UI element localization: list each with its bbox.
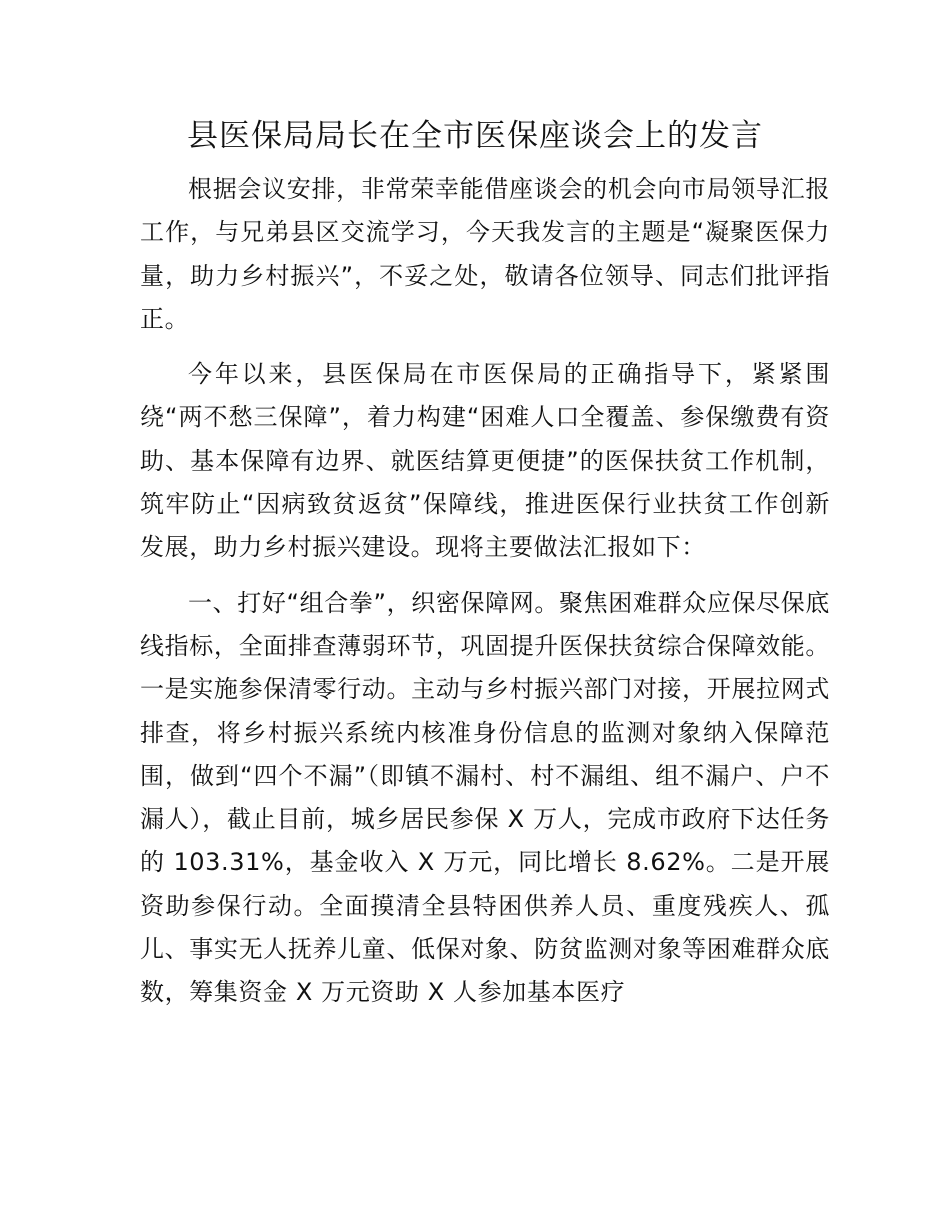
paragraph-opening: 根据会议安排，非常荣幸能借座谈会的机会向市局领导汇报工作，与兄弟县区交流学习，今天我发言的主题是“凝聚医保力量，助力乡村振兴”，不妥之处，敬请各位领导、同志们批评指正。 xyxy=(140,175,830,333)
document-body xyxy=(140,168,830,1027)
document-title: 县医保局局长在全市医保座谈会上的发言 xyxy=(187,118,763,154)
paragraph-section-one: 一、打好“组合拳”，织密保障网。聚焦困难群众应保尽保底线指标，全面排查薄弱环节，巩固提升医保扶贫综合保障效能。一是实施参保清零行动。主动与乡村振兴部门对接，开展拉网式排查，将乡村振兴系统内核准身份信息的监测对象纳入保障范围，做到“四个不漏”（即镇不漏村、村不漏组、组不漏户、户不漏人），截止目前，城乡居民参保 X 万人，完成市政府下达任务的 103.31%，基金收入 X 万元，同比增长 8.62%。二是开展资助参保行动。全面摸清全县特困供养人员、重度残疾人、孤儿、事实无人抚养儿童、低保对象、防贫监测对象等困难群众底数，筹集资金 X 万元资助 X 人参加基本医疗 xyxy=(140,588,830,1007)
paragraph-overview: 今年以来，县医保局在市医保局的正确指导下，紧紧围绕“两不愁三保障”，着力构建“困难人口全覆盖、参保缴费有资助、基本保障有边界、就医结算更便捷”的医保扶贫工作机制，筑牢防止“因病致贫返贫”保障线，推进医保行业扶贫工作创新发展，助力乡村振兴建设。现将主要做法汇报如下： xyxy=(140,360,830,562)
